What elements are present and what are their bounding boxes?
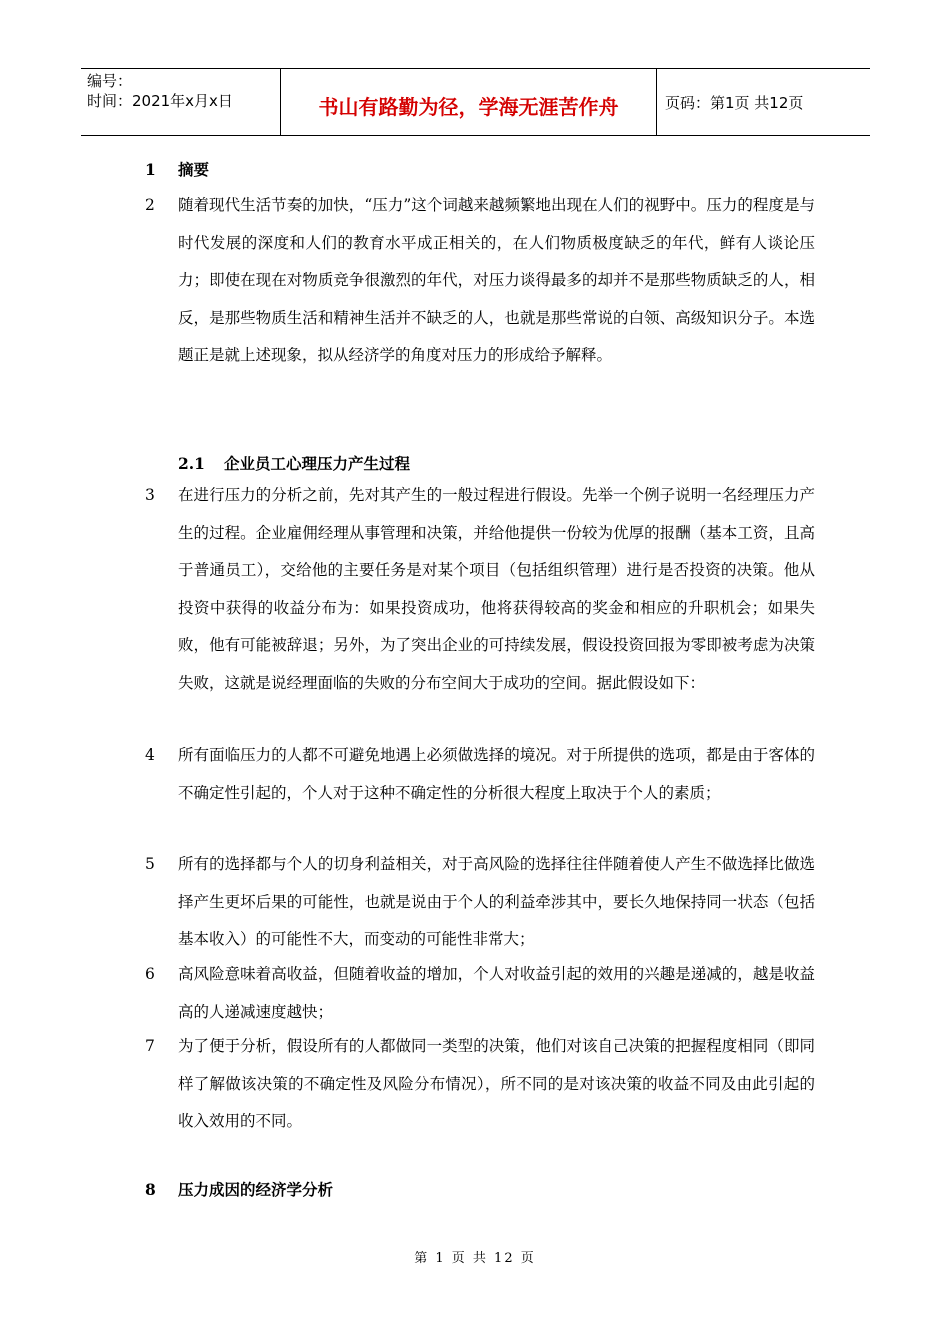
section-number: 1 xyxy=(145,160,156,179)
date-line: 时间：2021年x月x日 xyxy=(87,92,233,110)
section-8-heading xyxy=(145,1180,815,1200)
paragraph-text: 在进行压力的分析之前，先对其产生的一般过程进行假设。先举一个例子说明一名经理压力产生的过程。企业雇佣经理从事管理和决策，并给他提供一份较为优厚的报酬（基本工资，且高于普通员工），交给他的主要任务是对某个项目（包括组织管理）进行是否投资的决策。他从投资中获得的收益分布为：如果投资成功，他将获得较高的奖金和相应的升职机会；如果失败，他有可能被辞退；另外，为了突出企业的可持续发展，假设投资回报为零即被考虑为决策失败，这就是说经理面临的失败的分布空间大于成功的空间。据此假设如下： xyxy=(178,486,815,692)
subsection-2-1-heading xyxy=(178,452,410,474)
paragraph-number: 2 xyxy=(145,196,155,214)
section-1-heading xyxy=(145,160,815,180)
subsection-number: 2.1 xyxy=(178,454,205,473)
paragraph-6 xyxy=(145,956,815,1031)
header-motto: 书山有路勤为径，学海无涯苦作舟 xyxy=(281,69,657,135)
paragraph-number: 6 xyxy=(145,965,155,983)
paragraph-text: 高风险意味着高收益，但随着收益的增加，个人对收益引起的效用的兴趣是递减的，越是收益高的人递减速度越快； xyxy=(178,965,815,1021)
page-header xyxy=(81,68,870,136)
section-number: 8 xyxy=(145,1180,156,1199)
paragraph-number: 3 xyxy=(145,486,155,504)
paragraph-7 xyxy=(145,1028,815,1141)
section-title: 压力成因的经济学分析 xyxy=(178,1180,334,1199)
page-footer: 第 1 页 共 12 页 xyxy=(414,1251,536,1266)
paragraph-2 xyxy=(145,187,815,375)
subsection-title: 企业员工心理压力产生过程 xyxy=(224,454,411,473)
paragraph-text: 所有的选择都与个人的切身利益相关，对于高风险的选择往往伴随着使人产生不做选择比做选择产生更坏后果的可能性，也就是说由于个人的利益牵涉其中，要长久地保持同一状态（包括基本收入）的可能性不大，而变动的可能性非常大； xyxy=(178,855,815,948)
section-title: 摘要 xyxy=(178,160,210,179)
paragraph-5 xyxy=(145,846,815,959)
paragraph-text: 随着现代生活节奏的加快，“压力”这个词越来越频繁地出现在人们的视野中。压力的程度是与时代发展的深度和人们的教育水平成正相关的，在人们物质极度缺乏的年代，鲜有人谈论压力；即使在现在对物质竞争很激烈的年代，对压力谈得最多的却并不是那些物质缺乏的人，相反，是那些物质生活和精神生活并不缺乏的人，也就是那些常说的白领、高级知识分子。本选题正是就上述现象，拟从经济学的角度对压力的形成给予解释。 xyxy=(178,196,815,364)
paragraph-3 xyxy=(145,477,815,702)
header-meta xyxy=(81,69,281,135)
number-label: 编号： xyxy=(87,72,133,90)
paragraph-4 xyxy=(145,737,815,812)
paragraph-number: 5 xyxy=(145,855,155,873)
paragraph-number: 7 xyxy=(145,1037,155,1055)
paragraph-number: 4 xyxy=(145,746,155,764)
header-page-info: 页码：第1页 共12页 xyxy=(665,93,804,112)
paragraph-text: 所有面临压力的人都不可避免地遇上必须做选择的境况。对于所提供的选项，都是由于客体的不确定性引起的，个人对于这种不确定性的分析很大程度上取决于个人的素质； xyxy=(178,746,815,802)
paragraph-text: 为了便于分析，假设所有的人都做同一类型的决策，他们对该自己决策的把握程度相同（即同样了解做该决策的不确定性及风险分布情况），所不同的是对该决策的收益不同及由此引起的收入效用的不同。 xyxy=(178,1037,815,1130)
